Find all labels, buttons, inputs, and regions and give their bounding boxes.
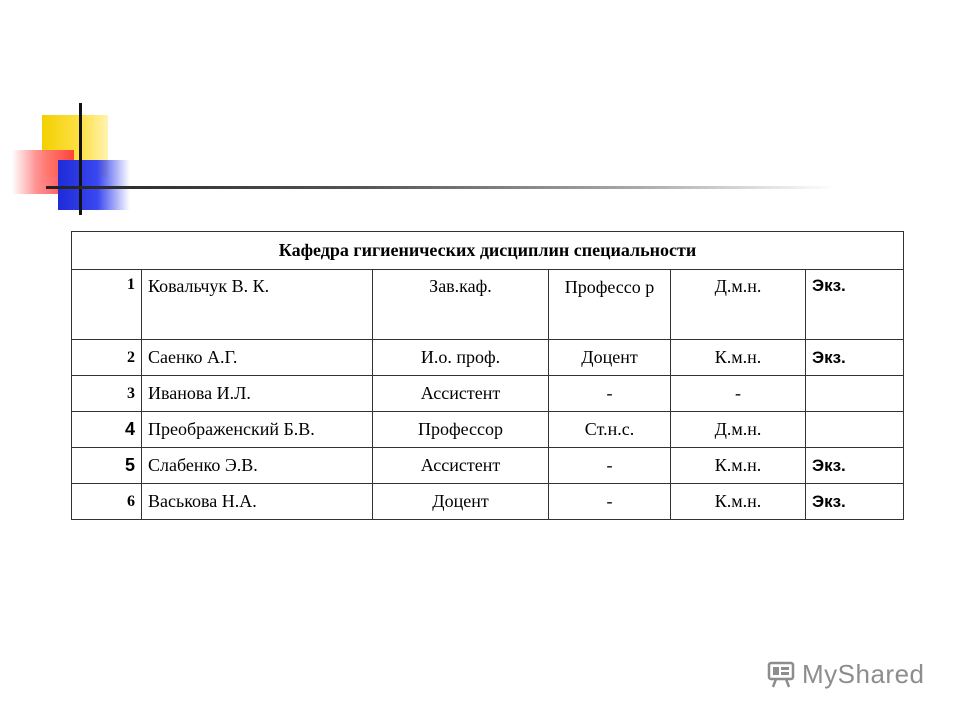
staff-rank: - [549, 448, 671, 484]
staff-rank: - [549, 376, 671, 412]
horizontal-rule [46, 186, 836, 189]
staff-table [71, 231, 904, 520]
staff-rank: - [549, 484, 671, 520]
table-row [72, 270, 904, 340]
presentation-board-icon [766, 659, 796, 689]
table-header: Кафедра гигиенических дисциплин специальности [72, 232, 904, 270]
row-number: 5 [72, 448, 142, 484]
staff-degree: Д.м.н. [671, 270, 806, 340]
staff-position: Ассистент [373, 448, 549, 484]
table-row [72, 340, 904, 376]
staff-name: Васькова Н.А. [142, 484, 373, 520]
watermark [766, 656, 925, 692]
staff-rank: Ст.н.с. [549, 412, 671, 448]
staff-position: Ассистент [373, 376, 549, 412]
staff-exam: Экз. [806, 484, 904, 520]
staff-degree: Д.м.н. [671, 412, 806, 448]
row-number: 4 [72, 412, 142, 448]
table-row [72, 484, 904, 520]
vertical-rule [79, 103, 82, 215]
staff-position: Профессор [373, 412, 549, 448]
row-number: 3 [72, 376, 142, 412]
watermark-text: MyShared [802, 658, 925, 689]
staff-name: Слабенко Э.В. [142, 448, 373, 484]
staff-exam [806, 412, 904, 448]
table-row [72, 376, 904, 412]
row-number: 6 [72, 484, 142, 520]
staff-degree: - [671, 376, 806, 412]
staff-position: Зав.каф. [373, 270, 549, 340]
blue-square [58, 160, 130, 210]
table-row [72, 448, 904, 484]
staff-position: И.о. проф. [373, 340, 549, 376]
table-row [72, 412, 904, 448]
staff-rank: Доцент [549, 340, 671, 376]
staff-position: Доцент [373, 484, 549, 520]
row-number: 1 [72, 270, 142, 340]
staff-exam [806, 376, 904, 412]
slide-decoration [0, 0, 960, 240]
staff-name: Саенко А.Г. [142, 340, 373, 376]
staff-degree: К.м.н. [671, 448, 806, 484]
row-number: 2 [72, 340, 142, 376]
staff-name: Иванова И.Л. [142, 376, 373, 412]
staff-degree: К.м.н. [671, 340, 806, 376]
staff-exam: Экз. [806, 340, 904, 376]
staff-name: Ковальчук В. К. [142, 270, 373, 340]
staff-rank: Профессо р [564, 277, 655, 297]
staff-exam: Экз. [806, 270, 904, 340]
staff-degree: К.м.н. [671, 484, 806, 520]
staff-name: Преображенский Б.В. [142, 412, 373, 448]
staff-rank-cell [549, 270, 671, 340]
staff-exam: Экз. [806, 448, 904, 484]
